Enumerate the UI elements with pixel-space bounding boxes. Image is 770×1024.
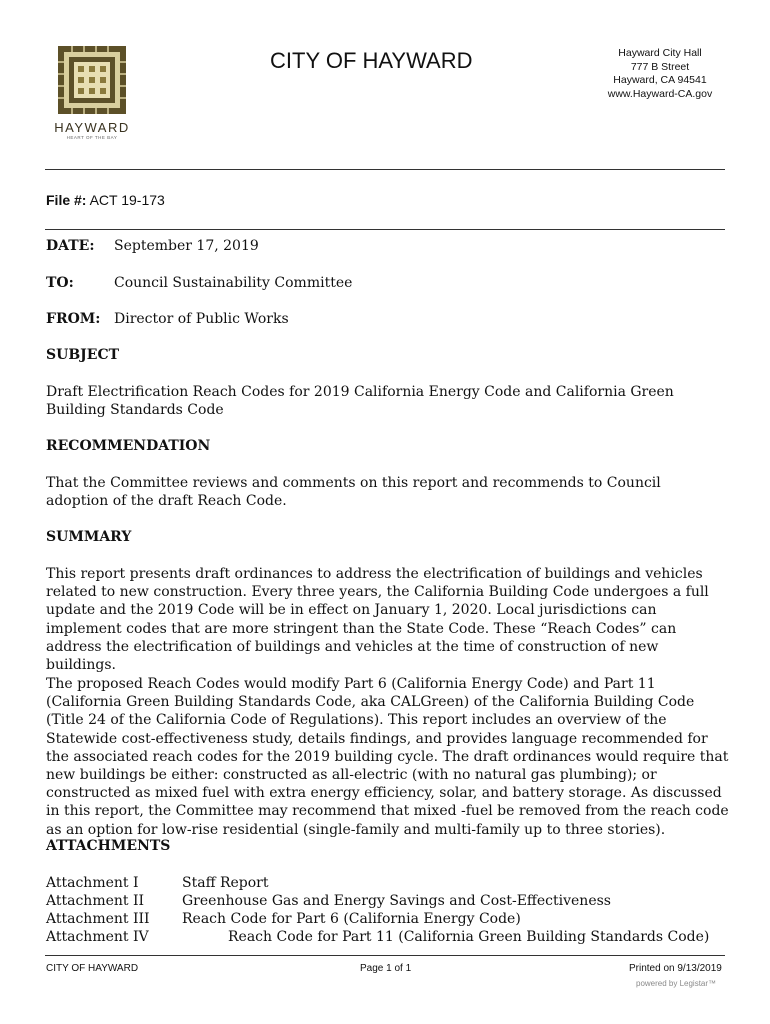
- footer-city-name: CITY OF HAYWARD: [46, 963, 139, 974]
- address-line: Hayward, CA 94541: [613, 74, 707, 86]
- logo-wordmark: HAYWARD: [54, 120, 130, 135]
- summary-paragraph-1: This report presents draft ordinances to address the electrification of buildings and vehicles related to new construction. Every three years, the California Building Code undergoes a full update and the 2019 Code will be in effect on January 1, 2020. Local jurisdictions can implement codes that are more stringent than the State Code. These “Reach Codes” can address the electrification of buildings and vehicles at the time of construction of new buildings.: [46, 566, 709, 674]
- from-label: FROM:: [46, 311, 101, 327]
- footer-divider: [45, 955, 725, 956]
- attachment-label: Attachment II: [46, 893, 145, 909]
- header-divider: [45, 169, 725, 170]
- file-label: File #:: [46, 192, 87, 208]
- website-link[interactable]: www.Hayward-CA.gov: [607, 87, 713, 100]
- to-value: Council Sustainability Committee: [114, 275, 353, 291]
- logo-tagline: HEART OF THE BAY: [66, 135, 118, 140]
- summary-heading: SUMMARY: [46, 529, 132, 545]
- attachment-label: Attachment I: [46, 875, 139, 891]
- attachment-label: Attachment IV: [46, 929, 149, 945]
- to-label: TO:: [46, 275, 74, 291]
- date-value: September 17, 2019: [114, 238, 259, 254]
- attachment-title[interactable]: Reach Code for Part 11 (California Green Building Standards Code): [228, 929, 710, 945]
- file-value: ACT 19-173: [89, 192, 165, 208]
- subject-text: Draft Electrification Reach Codes for 2019 California Energy Code and California Green Building Standards Code: [46, 384, 674, 419]
- footer-printed-date: Printed on 9/13/2019: [629, 963, 722, 974]
- footer-powered-by: powered by Legistar™: [636, 979, 717, 988]
- from-value: Director of Public Works: [114, 311, 289, 327]
- attachment-title[interactable]: Greenhouse Gas and Energy Savings and Cost-Effectiveness: [182, 893, 611, 909]
- file-divider: [45, 229, 725, 230]
- recommendation-heading: RECOMMENDATION: [46, 438, 211, 454]
- attachment-title[interactable]: Reach Code for Part 6 (California Energy Code): [182, 911, 521, 927]
- subject-heading: SUBJECT: [46, 347, 120, 363]
- footer-page-number: Page 1 of 1: [360, 963, 412, 974]
- recommendation-text: That the Committee reviews and comments on this report and recommends to Council adoption of the draft Reach Code.: [46, 475, 661, 510]
- attachment-label: Attachment III: [46, 911, 150, 927]
- summary-paragraph-2: The proposed Reach Codes would modify Part 6 (California Energy Code) and Part 11 (California Green Building Standards Code, aka CALGreen) of the California Building Code (Title 24 of the California Code of Regulations). This report includes an overview of the Statewide cost-effectiveness study, details findings, and provides language recommended for the associated reach codes for the 2019 building cycle. The draft ordinances would require that new buildings be either: constructed as all-electric (with no natural gas plumbing); or constructed as mixed fuel with extra energy efficiency, solar, and battery storage. As discussed in this report, the Committee may recommend that mixed -fuel be removed from the reach code as an option for low-rise residential (single-family and multi-family up to three stories).: [46, 676, 729, 838]
- attachment-title[interactable]: Staff Report: [182, 875, 269, 891]
- file-number: [46, 192, 165, 208]
- date-label: DATE:: [46, 238, 95, 254]
- page-title: CITY OF HAYWARD: [270, 48, 473, 73]
- address-line: 777 B Street: [630, 60, 690, 73]
- address-line: Hayward City Hall: [618, 47, 702, 59]
- city-hall-address: [560, 47, 760, 101]
- attachments-heading: ATTACHMENTS: [46, 838, 171, 854]
